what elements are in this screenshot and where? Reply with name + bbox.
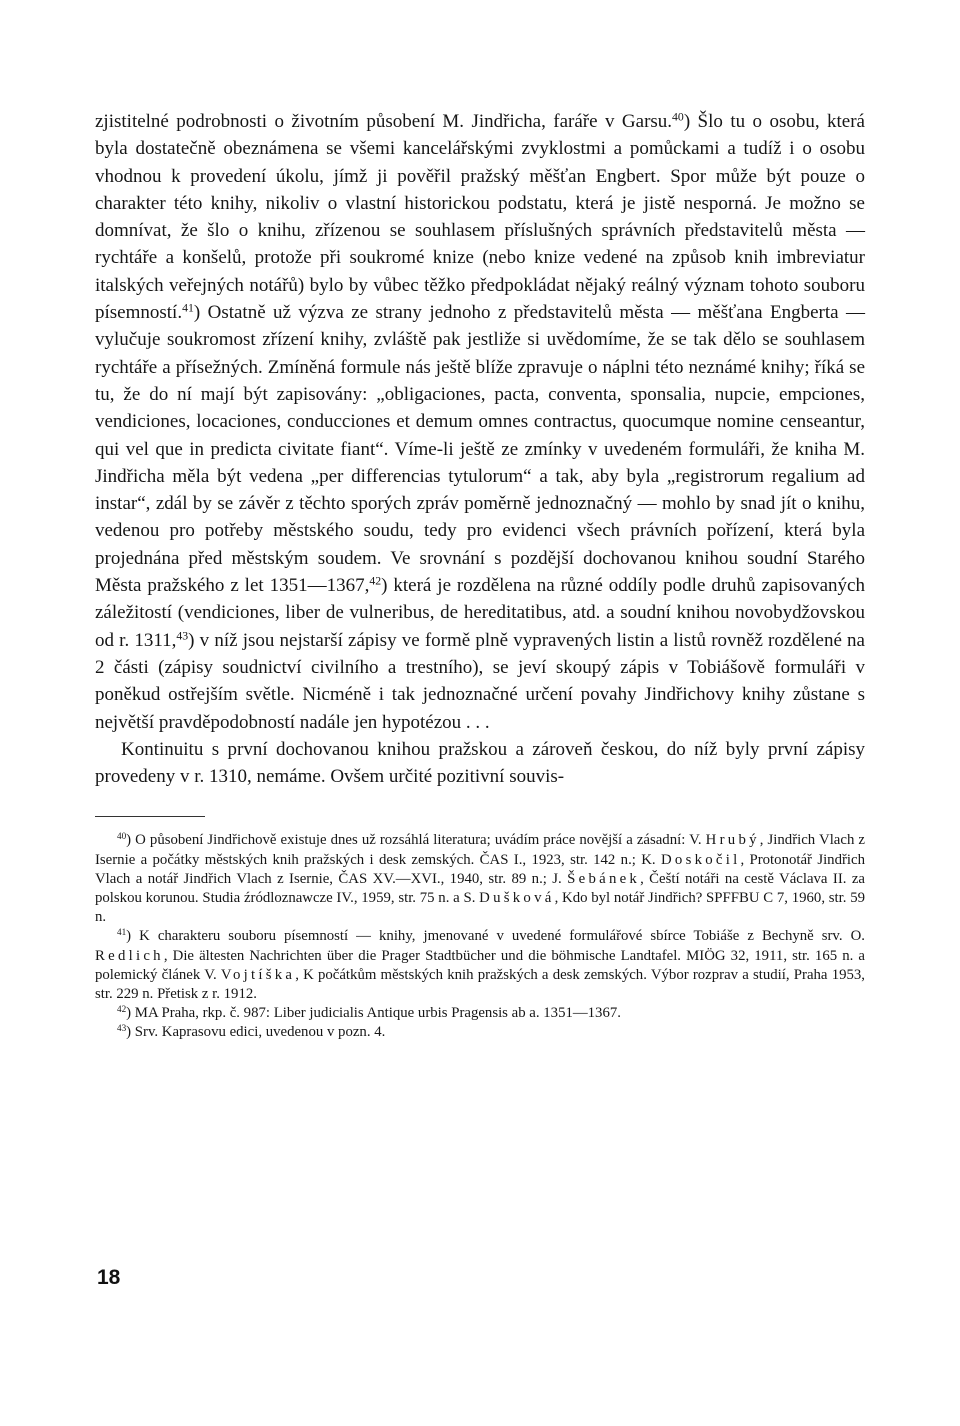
footnote-43 [95,1023,865,1042]
author-name: Dušková [479,890,555,907]
author-name: Doskočil [660,851,741,868]
footnote-mark: 41 [117,927,127,938]
text-run: , Protonotář Jindřich Vlach a notář Jindřich Vlach z Isernie, ČAS XV.—XVI., 1940, str. 89 n.; J. [95,851,865,887]
footnote-40 [95,831,865,927]
footnote-mark: 40 [117,831,127,842]
text-run: ) K charakteru souboru písemností — knihy, jmenované v uvedené formulářové sbírce Tobiáše z Bechyně srv. O. [126,928,865,945]
text-run: ) Šlo tu o osobu, která byla dostatečně obeznámena se všemi kancelářskými zvyklostmi a pomůckami a tudíž i o osobu vhodnou k provedení úkolu, jímž ji pověřil pražský měšťan Engbert. Spor může být pouze o charakter této knihy, nikoliv o vlastní historickou podstatu, která je jistě nesporná. Je možno se domnívat, že šlo o knihu, zřízenou se souhlasem příslušných správních představitelů města — rychtáře a konšelů, protože při soukromé knize (nebo knize vedené na způsob knih imbreviatur italských veřejných notářů) bylo by vůbec těžko předpokládat nějaký reálný význam tohoto souboru písemností. [95,111,865,324]
text-run: , Jindřich Vlach z Isernie a počátky městských knih pražských i desk zemských. ČAS I., 1923, str. 142 n.; K. [95,832,865,868]
author-name: Šebánek [567,870,641,887]
text-run: , Čeští notáři na cestě Václava II. za polskou korunou. Studia źródloznawcze IV., 1959, str. 75 n. a S. [95,870,865,907]
text-run: ) v níž jsou nejstarší zápisy ve formě plně vypravených listin a listů rovněž rozdělené na 2 části (zápisy soudnictví civilního a trestního), se jeví skoupý zápis v Tobiášově formuláři v poněkud ostřejším světle. Nicméně i tak jednoznačné určení povahy Jindřichovy knihy zůstane s největší pravděpodobností nadále jen hypotézou . . . [95,629,865,733]
footnote-separator [95,816,205,817]
footnote-ref-41: 41 [182,301,194,315]
body-text [95,108,865,790]
author-name: Hrubý [705,832,760,849]
footnote-41 [95,927,865,1004]
footnote-mark: 43 [117,1023,127,1034]
footnote-42 [95,1004,865,1023]
footnote-mark: 42 [117,1004,127,1015]
text-run: ) Srv. Kaprasovu edici, uvedenou v pozn. 4. [126,1024,386,1041]
page-number: 18 [97,1266,121,1289]
paragraph-2: Kontinuitu s první dochovanou knihou pražskou a zároveň českou, do níž byly první zápisy provedeny v r. 1310, nemáme. Ovšem určité pozitivní souvis- [95,738,865,788]
footnote-ref-40: 40 [672,110,684,124]
text-run: ) MA Praha, rkp. č. 987: Liber judicialis Antique urbis Pragensis ab a. 1351—1367. [126,1005,621,1022]
text-run: ) Ostatně už výzva ze strany jednoho z představitelů města — měšťana Engberta — vylučuje soukromost zřízení knihy, zvláště pak jestliže si uvědomíme, že se tak dělo se souhlasem rychtáře a přísežných. Zmíněná formule nás ještě blíže zpravuje o náplni této neznámé knihy; říká se tu, že do ní mají být zapisovány: „obligaciones, pacta, conventa, sponsalia, nupcie, empciones, vendiciones, locaciones, conducciones et demum omnes contractus, quocumque nomine censeantur, qui vel que in predicta civitate fiant“. Víme-li ještě ze zmínky v uvedeném formuláři, že kniha M. Jindřicha měla být vedena „per differencias tytulorum“ a tak, aby byla „registrorum regalium ad instar“, zdál by se závěr z těchto sporých zpráv poměrně jednoznačný — mohlo by snad jít o knihu, vedenou pro potřeby městského soudu, tedy pro evidenci všech právních pořízení, která byla projednána před městským soudem. Ve srovnání s pozdější dochovanou knihou soudní Starého Města pražského z let 1351—1367, [95,302,865,597]
text-run: ) O působení Jindřichově existuje dnes už rozsáhlá literatura; uvádím práce novější a zásadní: V. [126,832,706,849]
footnote-ref-42: 42 [369,574,382,588]
author-name: Vojtíška [220,966,296,983]
paragraph-1 [95,108,865,736]
text-run: , K počátkům městských knih pražských a desk zemských. Výbor rozprav a studií, Praha 1953, str. 229 n. Přetisk z r. 1912. [95,966,865,1003]
author-name: Redlich [95,947,164,964]
page [95,108,865,1043]
text-run: ) která je rozdělena na různé oddíly podle druhů zapisovaných záležitostí (vendiciones, liber de vulneribus, de hereditatibus, atd. a soudní knihou novobydžovskou od r. 1311, [95,575,865,651]
text-run: zjistitelné podrobnosti o životním působení M. Jindřicha, faráře v Garsu. [95,111,673,132]
footnote-ref-43: 43 [176,629,189,643]
text-run: , Die ältesten Nachrichten über die Prager Stadtbücher und die böhmische Landtafel. MIÖG 32, 1911, str. 165 n. a polemický článek V. [95,947,865,983]
text-run: , Kdo byl notář Jindřich? SPFFBU C 7, 1960, str. 59 n. [95,890,866,926]
footnotes [95,831,865,1042]
